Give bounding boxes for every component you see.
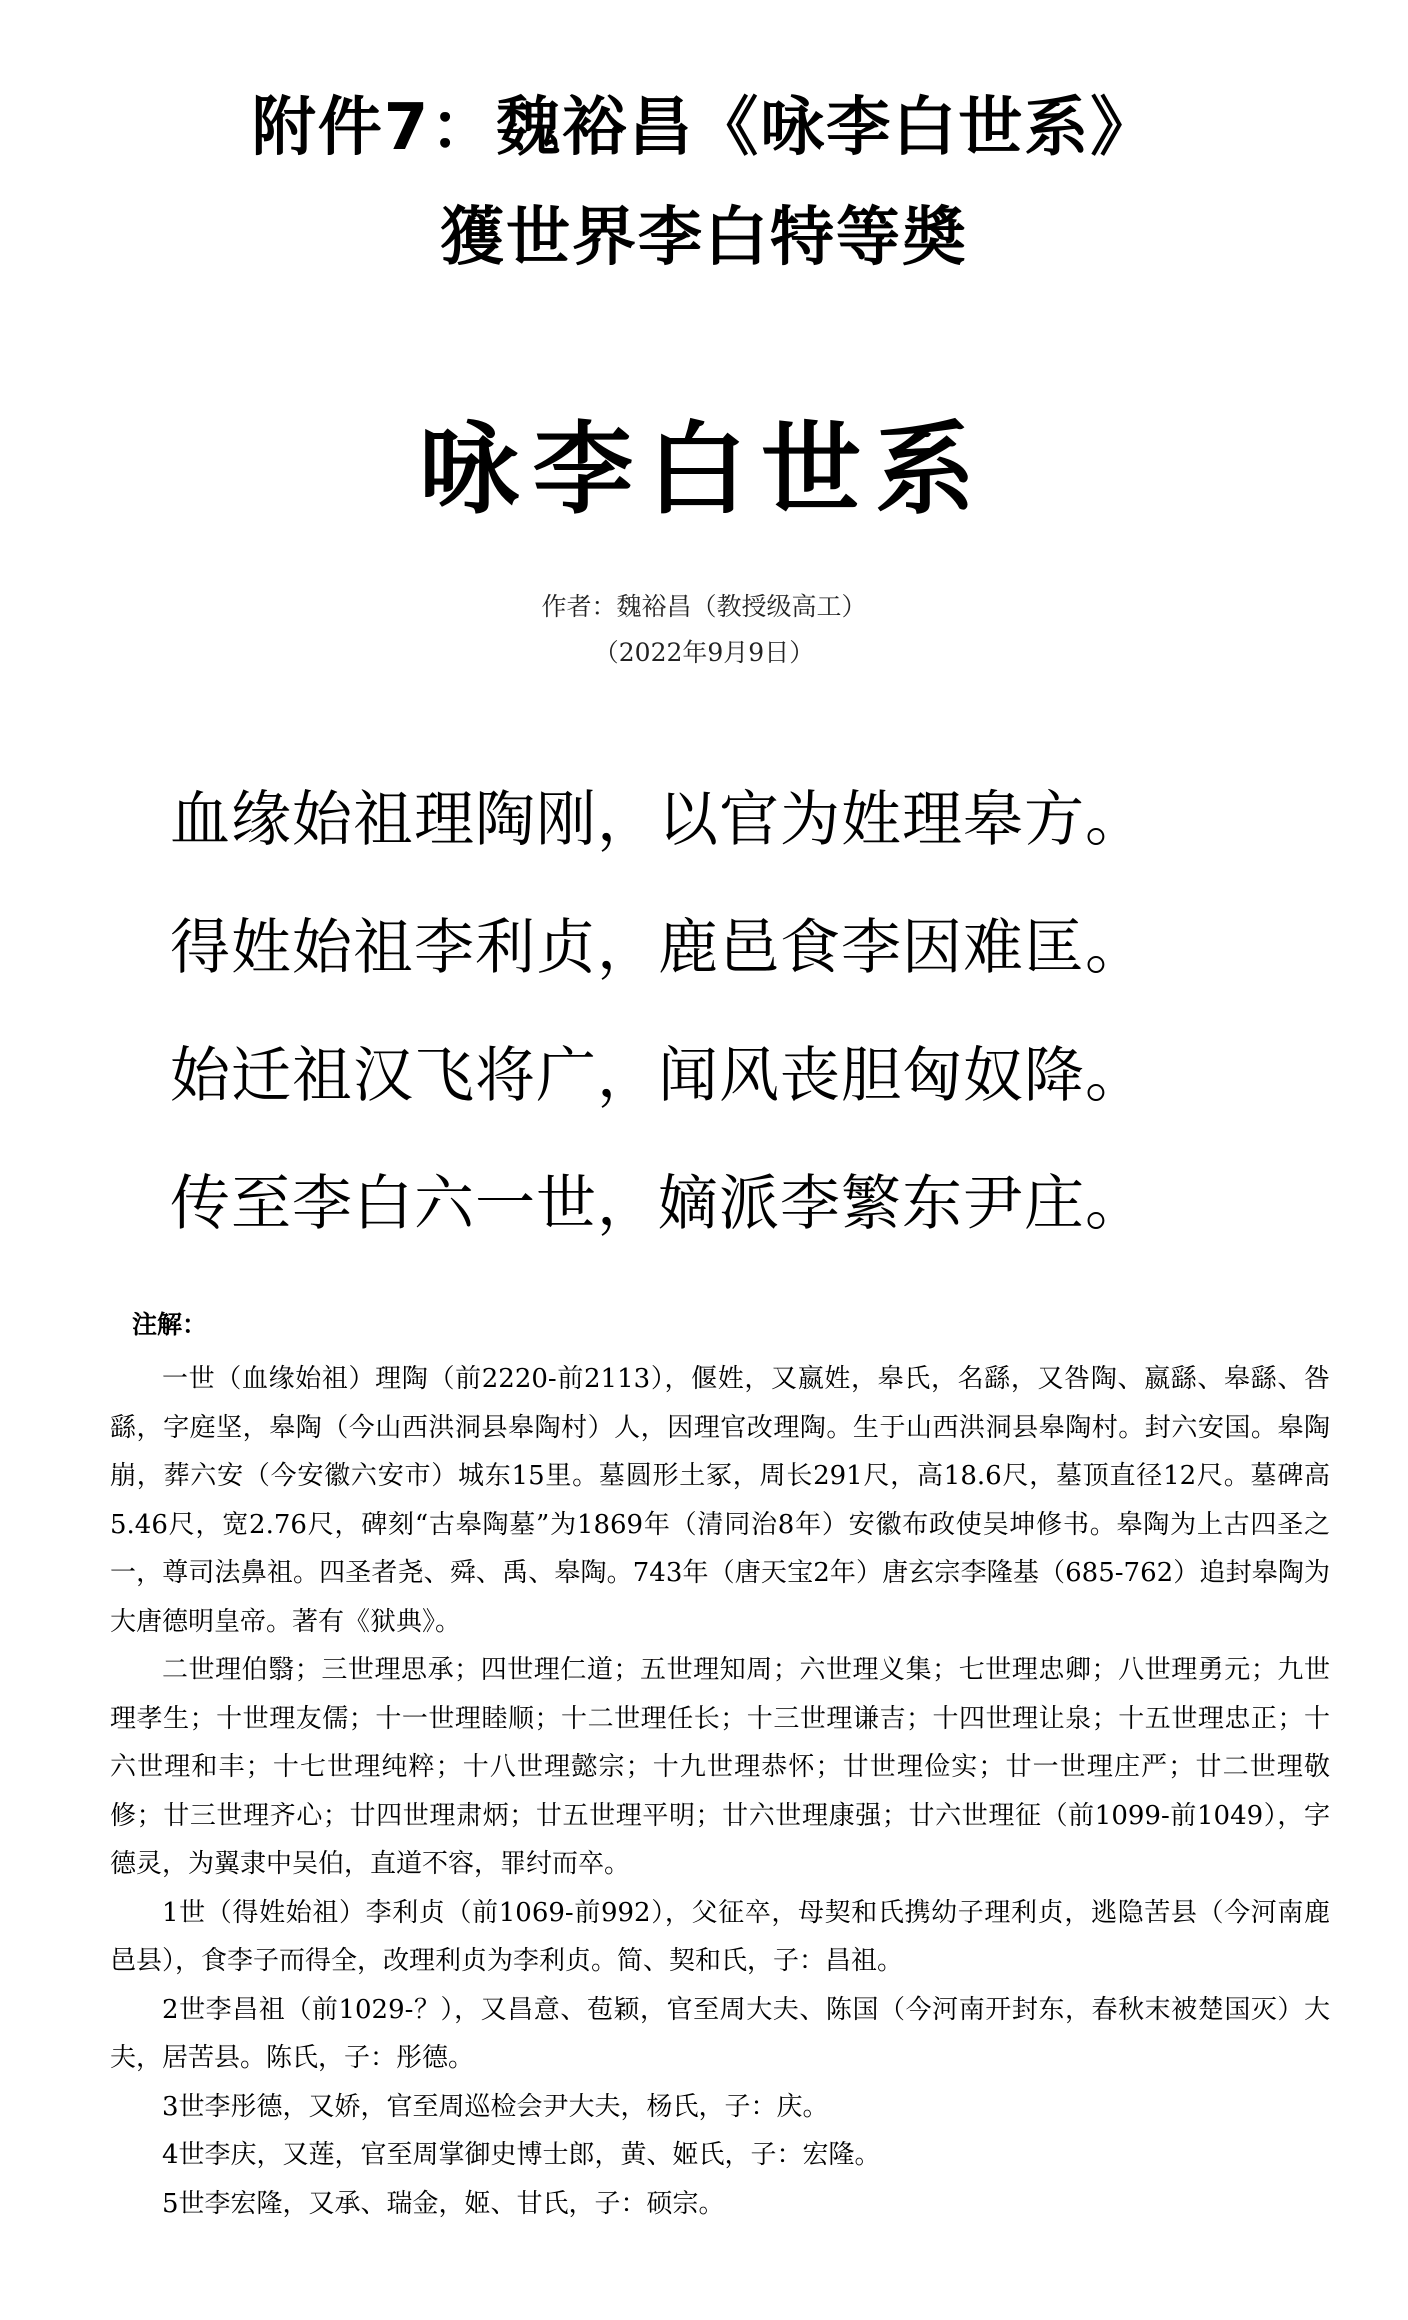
poem-verse: 始迁祖汉飞将广，闻风丧胆匈奴降。 (170, 1041, 1146, 1111)
note-paragraph: 3世李彤德，又娇，官至周巡检会尹大夫，杨氏，子：庆。 (162, 2091, 829, 2122)
notes-label: 注解： (132, 1310, 208, 1339)
poem-title: 咏李白世系 (419, 411, 989, 528)
poem-verse: 血缘始祖理陶刚，以官为姓理皋方。 (170, 785, 1146, 855)
note-paragraph: 5世李宏隆，又承、瑞金，姬、甘氏，子：硕宗。 (162, 2188, 725, 2219)
note-paragraph: 2世李昌祖（前1029-？），又昌意、苞颖，官至周大夫、陈国（今河南开封东，春秋末被楚国灭）大夫，居苦县。陈氏，子：彤德。 (110, 1994, 1330, 2073)
poem-verse: 得姓始祖李利贞，鹿邑食李因难匡。 (170, 913, 1146, 983)
poem-verse: 传至李白六一世，嫡派李繁东尹庄。 (170, 1169, 1146, 1239)
award-heading: 獲世界李白特等奬 (440, 201, 968, 275)
note-paragraph: 4世李庆，又莲，官至周掌御史博士郎，黄、姬氏，子：宏隆。 (162, 2140, 881, 2170)
date-line: （2022年9月9日） (593, 638, 815, 667)
note-paragraph: 一世（血缘始祖）理陶（前2220-前2113），偃姓，又嬴姓，皋氏，名繇，又咎陶、嬴繇、皋繇、咎繇，字庭坚，皋陶（今山西洪洞县皋陶村）人，因理官改理陶。生于山西洪洞县皋陶村。封六安国。皋陶崩，葬六安（今安徽六安市）城东15里。墓圆形土冢，周长291尺，高18.6尺，墓顶直径12尺。墓碑高5.46尺，宽2.76尺，碑刻“古皋陶墓”为1869年（清同治8年）安徽布政使吴坤修书。皋陶为上古四圣之一，尊司法鼻祖。四圣者尧、舜、禹、皋陶。743年（唐天宝2年）唐玄宗李隆基（685-762）追封皋陶为大唐德明皇帝。著有《狱典》。 (110, 1364, 1330, 1637)
notes-body (110, 1355, 1330, 2228)
attachment-heading: 附件7：魏裕昌《咏李白世系》 (251, 91, 1157, 165)
note-paragraph: 1世（得姓始祖）李利贞（前1069-前992），父征卒，母契和氏携幼子理利贞，逃隐苦县（今河南鹿邑县），食李子而得全，改理利贞为李利贞。简、契和氏，子：昌祖。 (110, 1897, 1330, 1976)
author-line: 作者：魏裕昌（教授级高工） (541, 592, 867, 621)
note-paragraph: 二世理伯翳；三世理思承；四世理仁道；五世理知周；六世理义集；七世理忠卿；八世理勇元；九世理孝生；十世理友儒；十一世理睦顺；十二世理任长；十三世理谦吉；十四世理让泉；十五世理忠正；十六世理和丰；十七世理纯粹；十八世理懿宗；十九世理恭怀；廿世理俭实；廿一世理庄严；廿二世理敬修；廿三世理齐心；廿四世理肃炳；廿五世理平明；廿六世理康强；廿六世理征（前1099-前1049），字德灵，为翼隶中吴伯，直道不容，罪纣而卒。 (110, 1655, 1330, 1879)
